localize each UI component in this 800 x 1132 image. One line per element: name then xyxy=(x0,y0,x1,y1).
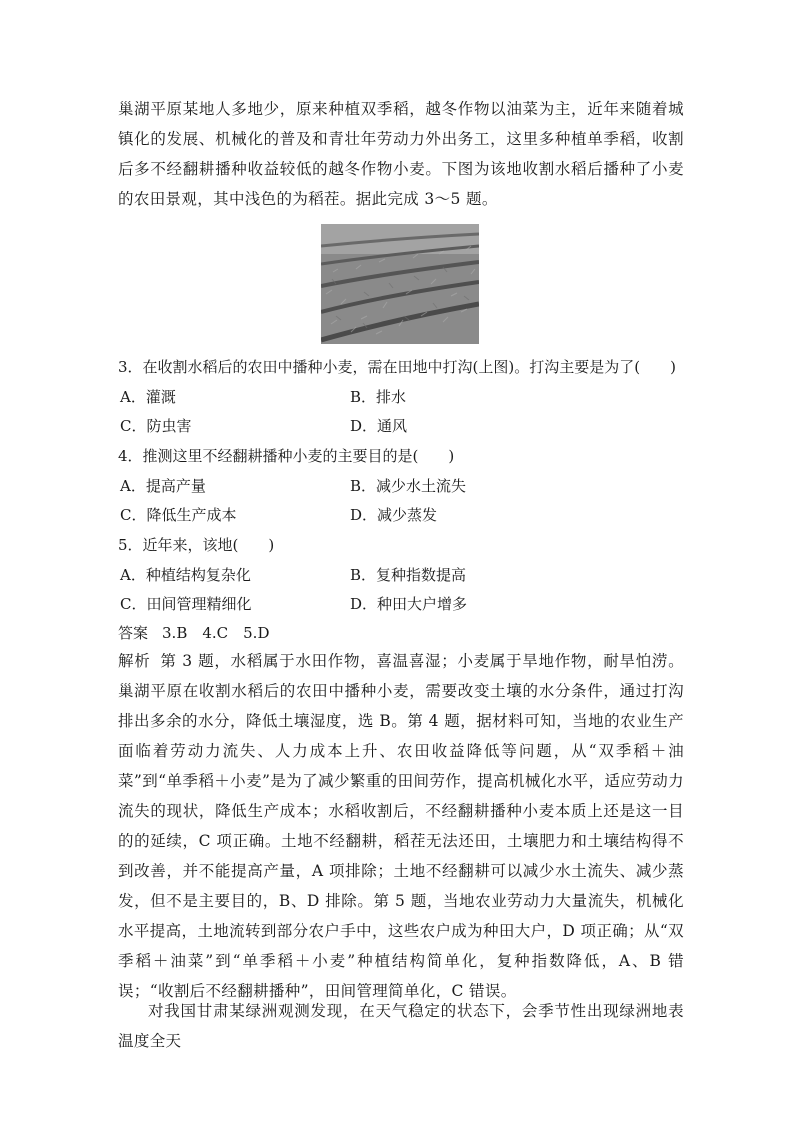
question-4-option-c: C．降低生产成本 xyxy=(120,506,237,524)
question-3-option-d: D．通风 xyxy=(350,417,408,435)
next-passage: 对我国甘肃某绿洲观测发现，在天气稳定的状态下，会季节性出现绿洲地表温度全天 xyxy=(118,1002,684,1050)
answer-line xyxy=(118,623,269,643)
question-5-stem: 5．近年来，该地( ) xyxy=(118,536,275,554)
question-3-stem: 3．在收割水稻后的农田中播种小麦，需在田地中打沟(上图)。打沟主要是为了( ) xyxy=(118,358,676,376)
wheat-field-photo xyxy=(321,224,479,344)
question-5-option-a: A．种植结构复杂化 xyxy=(120,566,251,584)
answer-label: 答案 xyxy=(118,624,149,642)
explanation-paragraph xyxy=(118,646,684,1006)
question-3-option-a: A．灌溉 xyxy=(120,388,176,406)
question-4-option-a: A．提高产量 xyxy=(120,477,206,495)
answer-text: 3.B 4.C 5.D xyxy=(162,624,270,642)
question-5-option-d: D．种田大户增多 xyxy=(350,595,468,613)
question-3-option-c: C．防虫害 xyxy=(120,417,192,435)
question-5-option-c: C．田间管理精细化 xyxy=(120,595,252,613)
question-5-option-b: B．复种指数提高 xyxy=(350,566,467,584)
question-4-option-d: D．减少蒸发 xyxy=(350,506,438,524)
question-4-stem: 4．推测这里不经翻耕播种小麦的主要目的是( ) xyxy=(118,447,455,465)
explanation-label: 解析 xyxy=(118,652,151,670)
question-4-option-b: B．减少水土流失 xyxy=(350,477,467,495)
intro-passage: 巢湖平原某地人多地少，原来种植双季稻，越冬作物以油菜为主，近年来随着城镇化的发展、机械化的普及和青壮年劳动力外出务工，这里多种植单季稻，收割后多不经翻耕播种收益较低的越冬作物小麦。下图为该地收割水稻后播种了小麦的农田景观，其中浅色的为稻茬。据此完成 3～5 题。 xyxy=(118,100,684,208)
explanation-text: 第 3 题，水稻属于水田作物，喜温喜湿；小麦属于旱地作物，耐旱怕涝。巢湖平原在收割水稻后的农田中播种小麦，需要改变土壤的水分条件，通过打沟排出多余的水分，降低土壤湿度，选 B。第 4 题，据材料可知，当地的农业生产面临着劳动力流失、人力成本上升、农田收益降低等问题，从“双季稻＋油菜”到“单季稻＋小麦”是为了减少繁重的田间劳作，提高机械化水平，适应劳动力流失的现状，降低生产成本；水稻收割后，不经翻耕播种小麦本质上还是这一目的的延续，C 项正确。土地不经翻耕，稻茬无法还田，土壤肥力和土壤结构得不到改善，并不能提高产量，A 项排除；土地不经翻耕可以减少水土流失、减少蒸发，但不是主要目的，B、D 排除。第 5 题，当地农业劳动力大量流失，机械化水平提高，土地流转到部分农户手中，这些农户成为种田大户，D 项正确；从“双季稻＋油菜”到“单季稻＋小麦”种植结构简单化，复种指数降低，A、B 错误；“收割后不经翻耕播种”，田间管理简单化，C 错误。 xyxy=(118,652,684,1000)
question-3-option-b: B．排水 xyxy=(350,388,407,406)
